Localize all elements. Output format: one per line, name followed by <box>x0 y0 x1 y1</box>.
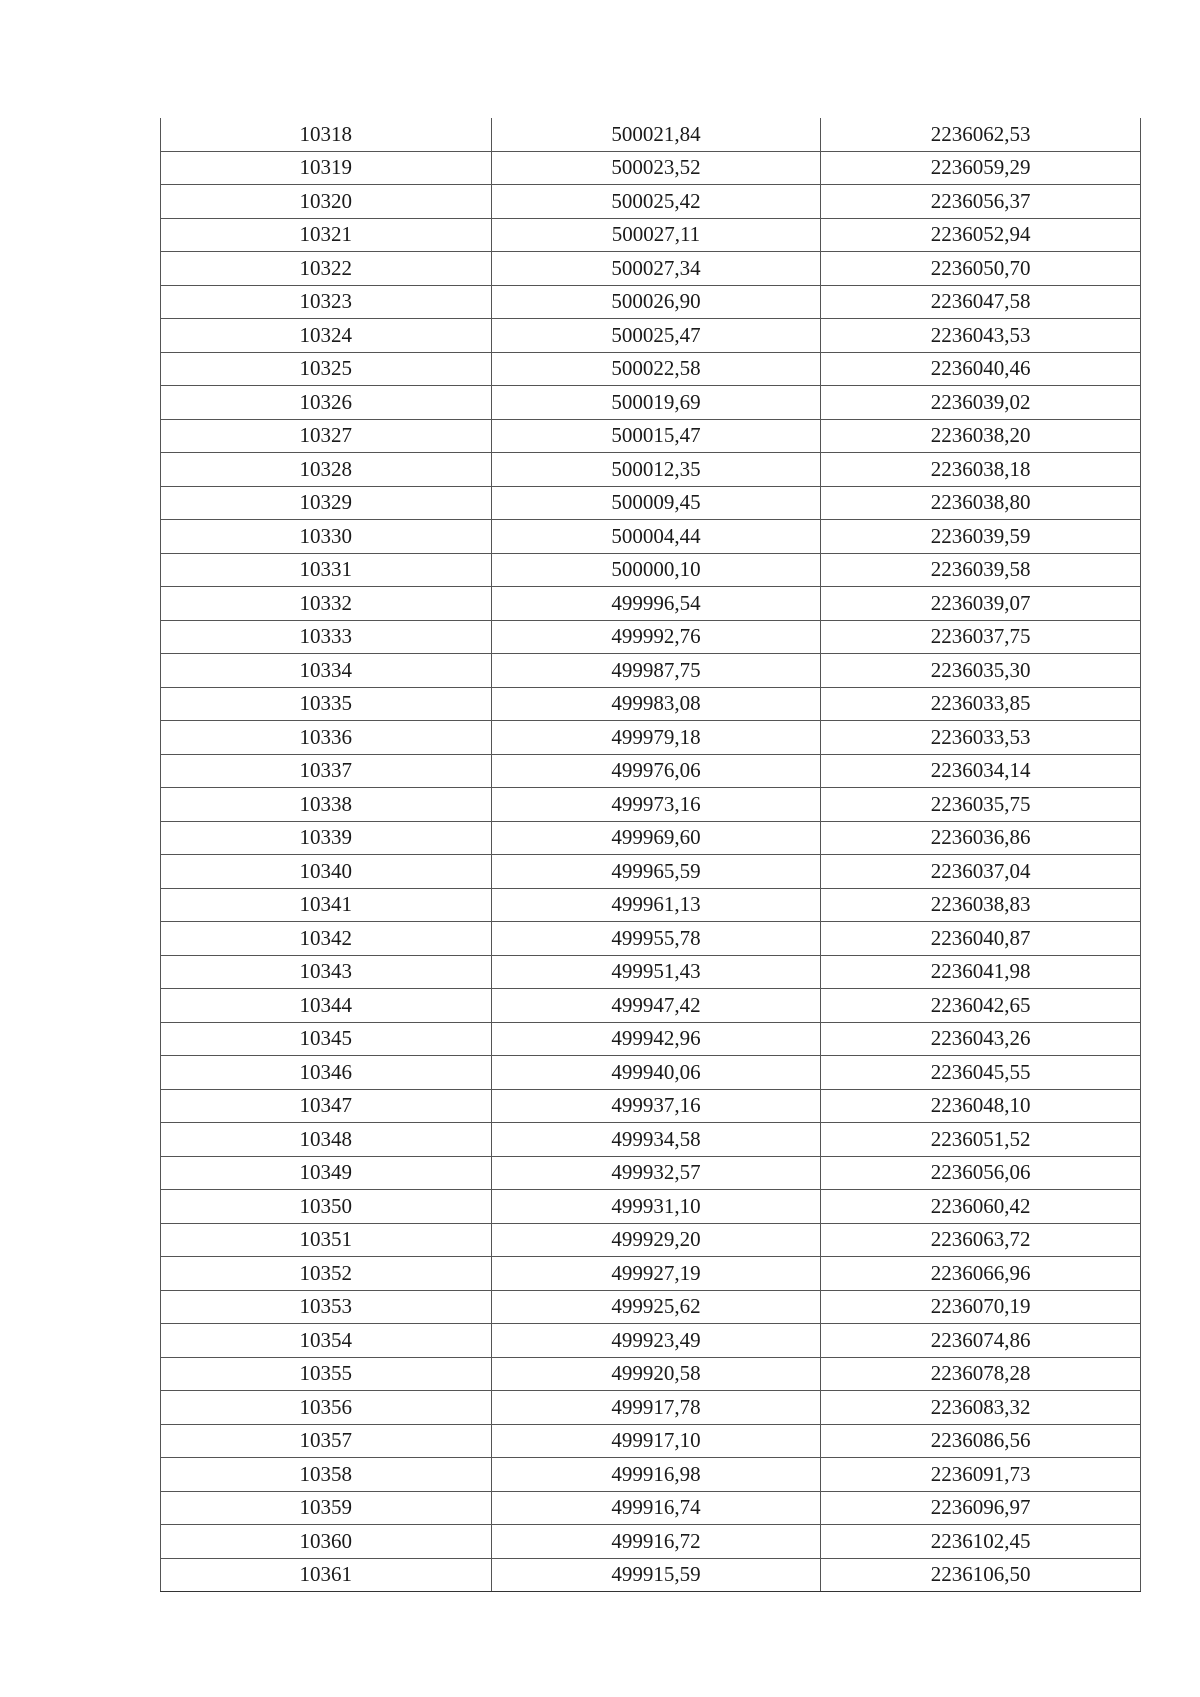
point-number-cell: 10329 <box>161 486 492 520</box>
x-coordinate-cell: 499987,75 <box>491 654 821 688</box>
y-coordinate-cell: 2236047,58 <box>821 285 1141 319</box>
x-coordinate-cell: 499923,49 <box>491 1324 821 1358</box>
y-coordinate-cell: 2236063,72 <box>821 1223 1141 1257</box>
table-row <box>161 955 1141 989</box>
x-coordinate-cell: 499947,42 <box>491 989 821 1023</box>
y-coordinate-cell: 2236096,97 <box>821 1491 1141 1525</box>
table-row <box>161 1458 1141 1492</box>
y-coordinate-cell: 2236039,02 <box>821 386 1141 420</box>
table-row <box>161 486 1141 520</box>
x-coordinate-cell: 499940,06 <box>491 1056 821 1090</box>
x-coordinate-cell: 499983,08 <box>491 687 821 721</box>
x-coordinate-cell: 499942,96 <box>491 1022 821 1056</box>
point-number-cell: 10331 <box>161 553 492 587</box>
y-coordinate-cell: 2236050,70 <box>821 252 1141 286</box>
x-coordinate-cell: 500015,47 <box>491 419 821 453</box>
x-coordinate-cell: 499920,58 <box>491 1357 821 1391</box>
y-coordinate-cell: 2236035,75 <box>821 788 1141 822</box>
point-number-cell: 10338 <box>161 788 492 822</box>
x-coordinate-cell: 499916,72 <box>491 1525 821 1559</box>
point-number-cell: 10327 <box>161 419 492 453</box>
table-row <box>161 754 1141 788</box>
point-number-cell: 10349 <box>161 1156 492 1190</box>
y-coordinate-cell: 2236059,29 <box>821 151 1141 185</box>
table-row <box>161 1022 1141 1056</box>
point-number-cell: 10359 <box>161 1491 492 1525</box>
y-coordinate-cell: 2236062,53 <box>821 118 1141 151</box>
y-coordinate-cell: 2236051,52 <box>821 1123 1141 1157</box>
point-number-cell: 10333 <box>161 620 492 654</box>
point-number-cell: 10355 <box>161 1357 492 1391</box>
y-coordinate-cell: 2236038,18 <box>821 453 1141 487</box>
point-number-cell: 10347 <box>161 1089 492 1123</box>
point-number-cell: 10323 <box>161 285 492 319</box>
point-number-cell: 10350 <box>161 1190 492 1224</box>
table-body <box>161 118 1141 1592</box>
table-row <box>161 654 1141 688</box>
y-coordinate-cell: 2236037,75 <box>821 620 1141 654</box>
point-number-cell: 10344 <box>161 989 492 1023</box>
y-coordinate-cell: 2236037,04 <box>821 855 1141 889</box>
point-number-cell: 10322 <box>161 252 492 286</box>
x-coordinate-cell: 499976,06 <box>491 754 821 788</box>
x-coordinate-cell: 500025,42 <box>491 185 821 219</box>
table-row <box>161 1391 1141 1425</box>
y-coordinate-cell: 2236083,32 <box>821 1391 1141 1425</box>
point-number-cell: 10337 <box>161 754 492 788</box>
y-coordinate-cell: 2236042,65 <box>821 989 1141 1023</box>
point-number-cell: 10354 <box>161 1324 492 1358</box>
y-coordinate-cell: 2236039,59 <box>821 520 1141 554</box>
table-row <box>161 118 1141 151</box>
point-number-cell: 10351 <box>161 1223 492 1257</box>
x-coordinate-cell: 499973,16 <box>491 788 821 822</box>
y-coordinate-cell: 2236086,56 <box>821 1424 1141 1458</box>
point-number-cell: 10342 <box>161 922 492 956</box>
point-number-cell: 10352 <box>161 1257 492 1291</box>
table-row <box>161 855 1141 889</box>
table-row <box>161 1357 1141 1391</box>
y-coordinate-cell: 2236074,86 <box>821 1324 1141 1358</box>
table-row <box>161 1056 1141 1090</box>
y-coordinate-cell: 2236035,30 <box>821 654 1141 688</box>
x-coordinate-cell: 499951,43 <box>491 955 821 989</box>
y-coordinate-cell: 2236070,19 <box>821 1290 1141 1324</box>
y-coordinate-cell: 2236038,83 <box>821 888 1141 922</box>
x-coordinate-cell: 499955,78 <box>491 922 821 956</box>
table-row <box>161 620 1141 654</box>
y-coordinate-cell: 2236078,28 <box>821 1357 1141 1391</box>
y-coordinate-cell: 2236039,58 <box>821 553 1141 587</box>
point-number-cell: 10341 <box>161 888 492 922</box>
x-coordinate-cell: 499934,58 <box>491 1123 821 1157</box>
table-row <box>161 218 1141 252</box>
x-coordinate-cell: 500000,10 <box>491 553 821 587</box>
x-coordinate-cell: 500027,34 <box>491 252 821 286</box>
point-number-cell: 10346 <box>161 1056 492 1090</box>
y-coordinate-cell: 2236048,10 <box>821 1089 1141 1123</box>
x-coordinate-cell: 499992,76 <box>491 620 821 654</box>
table-row <box>161 687 1141 721</box>
point-number-cell: 10326 <box>161 386 492 420</box>
point-number-cell: 10343 <box>161 955 492 989</box>
table-row <box>161 1424 1141 1458</box>
y-coordinate-cell: 2236033,53 <box>821 721 1141 755</box>
x-coordinate-cell: 499927,19 <box>491 1257 821 1291</box>
y-coordinate-cell: 2236036,86 <box>821 821 1141 855</box>
y-coordinate-cell: 2236091,73 <box>821 1458 1141 1492</box>
y-coordinate-cell: 2236066,96 <box>821 1257 1141 1291</box>
point-number-cell: 10336 <box>161 721 492 755</box>
table-row <box>161 520 1141 554</box>
table-row <box>161 922 1141 956</box>
table-row <box>161 419 1141 453</box>
y-coordinate-cell: 2236039,07 <box>821 587 1141 621</box>
x-coordinate-cell: 500012,35 <box>491 453 821 487</box>
table-row <box>161 721 1141 755</box>
y-coordinate-cell: 2236033,85 <box>821 687 1141 721</box>
x-coordinate-cell: 499969,60 <box>491 821 821 855</box>
x-coordinate-cell: 499925,62 <box>491 1290 821 1324</box>
point-number-cell: 10361 <box>161 1558 492 1592</box>
point-number-cell: 10335 <box>161 687 492 721</box>
table-row <box>161 352 1141 386</box>
point-number-cell: 10339 <box>161 821 492 855</box>
point-number-cell: 10321 <box>161 218 492 252</box>
table-row <box>161 151 1141 185</box>
y-coordinate-cell: 2236043,53 <box>821 319 1141 353</box>
point-number-cell: 10348 <box>161 1123 492 1157</box>
table-row <box>161 319 1141 353</box>
x-coordinate-cell: 499965,59 <box>491 855 821 889</box>
table-row <box>161 285 1141 319</box>
x-coordinate-cell: 500004,44 <box>491 520 821 554</box>
point-number-cell: 10334 <box>161 654 492 688</box>
y-coordinate-cell: 2236060,42 <box>821 1190 1141 1224</box>
x-coordinate-cell: 499929,20 <box>491 1223 821 1257</box>
point-number-cell: 10328 <box>161 453 492 487</box>
x-coordinate-cell: 500027,11 <box>491 218 821 252</box>
y-coordinate-cell: 2236056,37 <box>821 185 1141 219</box>
x-coordinate-cell: 499932,57 <box>491 1156 821 1190</box>
x-coordinate-cell: 499917,78 <box>491 1391 821 1425</box>
x-coordinate-cell: 500022,58 <box>491 352 821 386</box>
point-number-cell: 10325 <box>161 352 492 386</box>
x-coordinate-cell: 500021,84 <box>491 118 821 151</box>
x-coordinate-cell: 499915,59 <box>491 1558 821 1592</box>
table-row <box>161 386 1141 420</box>
y-coordinate-cell: 2236043,26 <box>821 1022 1141 1056</box>
x-coordinate-cell: 500025,47 <box>491 319 821 353</box>
table-row <box>161 252 1141 286</box>
point-number-cell: 10356 <box>161 1391 492 1425</box>
table-row <box>161 587 1141 621</box>
y-coordinate-cell: 2236056,06 <box>821 1156 1141 1190</box>
table-row <box>161 1491 1141 1525</box>
point-number-cell: 10358 <box>161 1458 492 1492</box>
y-coordinate-cell: 2236106,50 <box>821 1558 1141 1592</box>
y-coordinate-cell: 2236038,80 <box>821 486 1141 520</box>
point-number-cell: 10357 <box>161 1424 492 1458</box>
y-coordinate-cell: 2236045,55 <box>821 1056 1141 1090</box>
point-number-cell: 10330 <box>161 520 492 554</box>
table-row <box>161 1324 1141 1358</box>
x-coordinate-cell: 500026,90 <box>491 285 821 319</box>
table-row <box>161 185 1141 219</box>
x-coordinate-cell: 499931,10 <box>491 1190 821 1224</box>
table-row <box>161 1223 1141 1257</box>
point-number-cell: 10340 <box>161 855 492 889</box>
x-coordinate-cell: 499937,16 <box>491 1089 821 1123</box>
table-row <box>161 821 1141 855</box>
table-row <box>161 1190 1141 1224</box>
point-number-cell: 10319 <box>161 151 492 185</box>
table-row <box>161 1123 1141 1157</box>
table-row <box>161 553 1141 587</box>
y-coordinate-cell: 2236040,46 <box>821 352 1141 386</box>
x-coordinate-cell: 500019,69 <box>491 386 821 420</box>
x-coordinate-cell: 499916,74 <box>491 1491 821 1525</box>
x-coordinate-cell: 499996,54 <box>491 587 821 621</box>
x-coordinate-cell: 500023,52 <box>491 151 821 185</box>
x-coordinate-cell: 500009,45 <box>491 486 821 520</box>
y-coordinate-cell: 2236102,45 <box>821 1525 1141 1559</box>
y-coordinate-cell: 2236052,94 <box>821 218 1141 252</box>
point-number-cell: 10320 <box>161 185 492 219</box>
table-row <box>161 453 1141 487</box>
y-coordinate-cell: 2236041,98 <box>821 955 1141 989</box>
table-row <box>161 1156 1141 1190</box>
y-coordinate-cell: 2236034,14 <box>821 754 1141 788</box>
table-row <box>161 1290 1141 1324</box>
table-row <box>161 1558 1141 1592</box>
table-row <box>161 1257 1141 1291</box>
table-row <box>161 989 1141 1023</box>
x-coordinate-cell: 499979,18 <box>491 721 821 755</box>
x-coordinate-cell: 499916,98 <box>491 1458 821 1492</box>
point-number-cell: 10345 <box>161 1022 492 1056</box>
point-number-cell: 10353 <box>161 1290 492 1324</box>
x-coordinate-cell: 499961,13 <box>491 888 821 922</box>
point-number-cell: 10318 <box>161 118 492 151</box>
point-number-cell: 10360 <box>161 1525 492 1559</box>
coordinates-table <box>160 118 1141 1592</box>
x-coordinate-cell: 499917,10 <box>491 1424 821 1458</box>
y-coordinate-cell: 2236038,20 <box>821 419 1141 453</box>
table-row <box>161 888 1141 922</box>
table-row <box>161 788 1141 822</box>
point-number-cell: 10324 <box>161 319 492 353</box>
table-row <box>161 1089 1141 1123</box>
point-number-cell: 10332 <box>161 587 492 621</box>
table-row <box>161 1525 1141 1559</box>
y-coordinate-cell: 2236040,87 <box>821 922 1141 956</box>
